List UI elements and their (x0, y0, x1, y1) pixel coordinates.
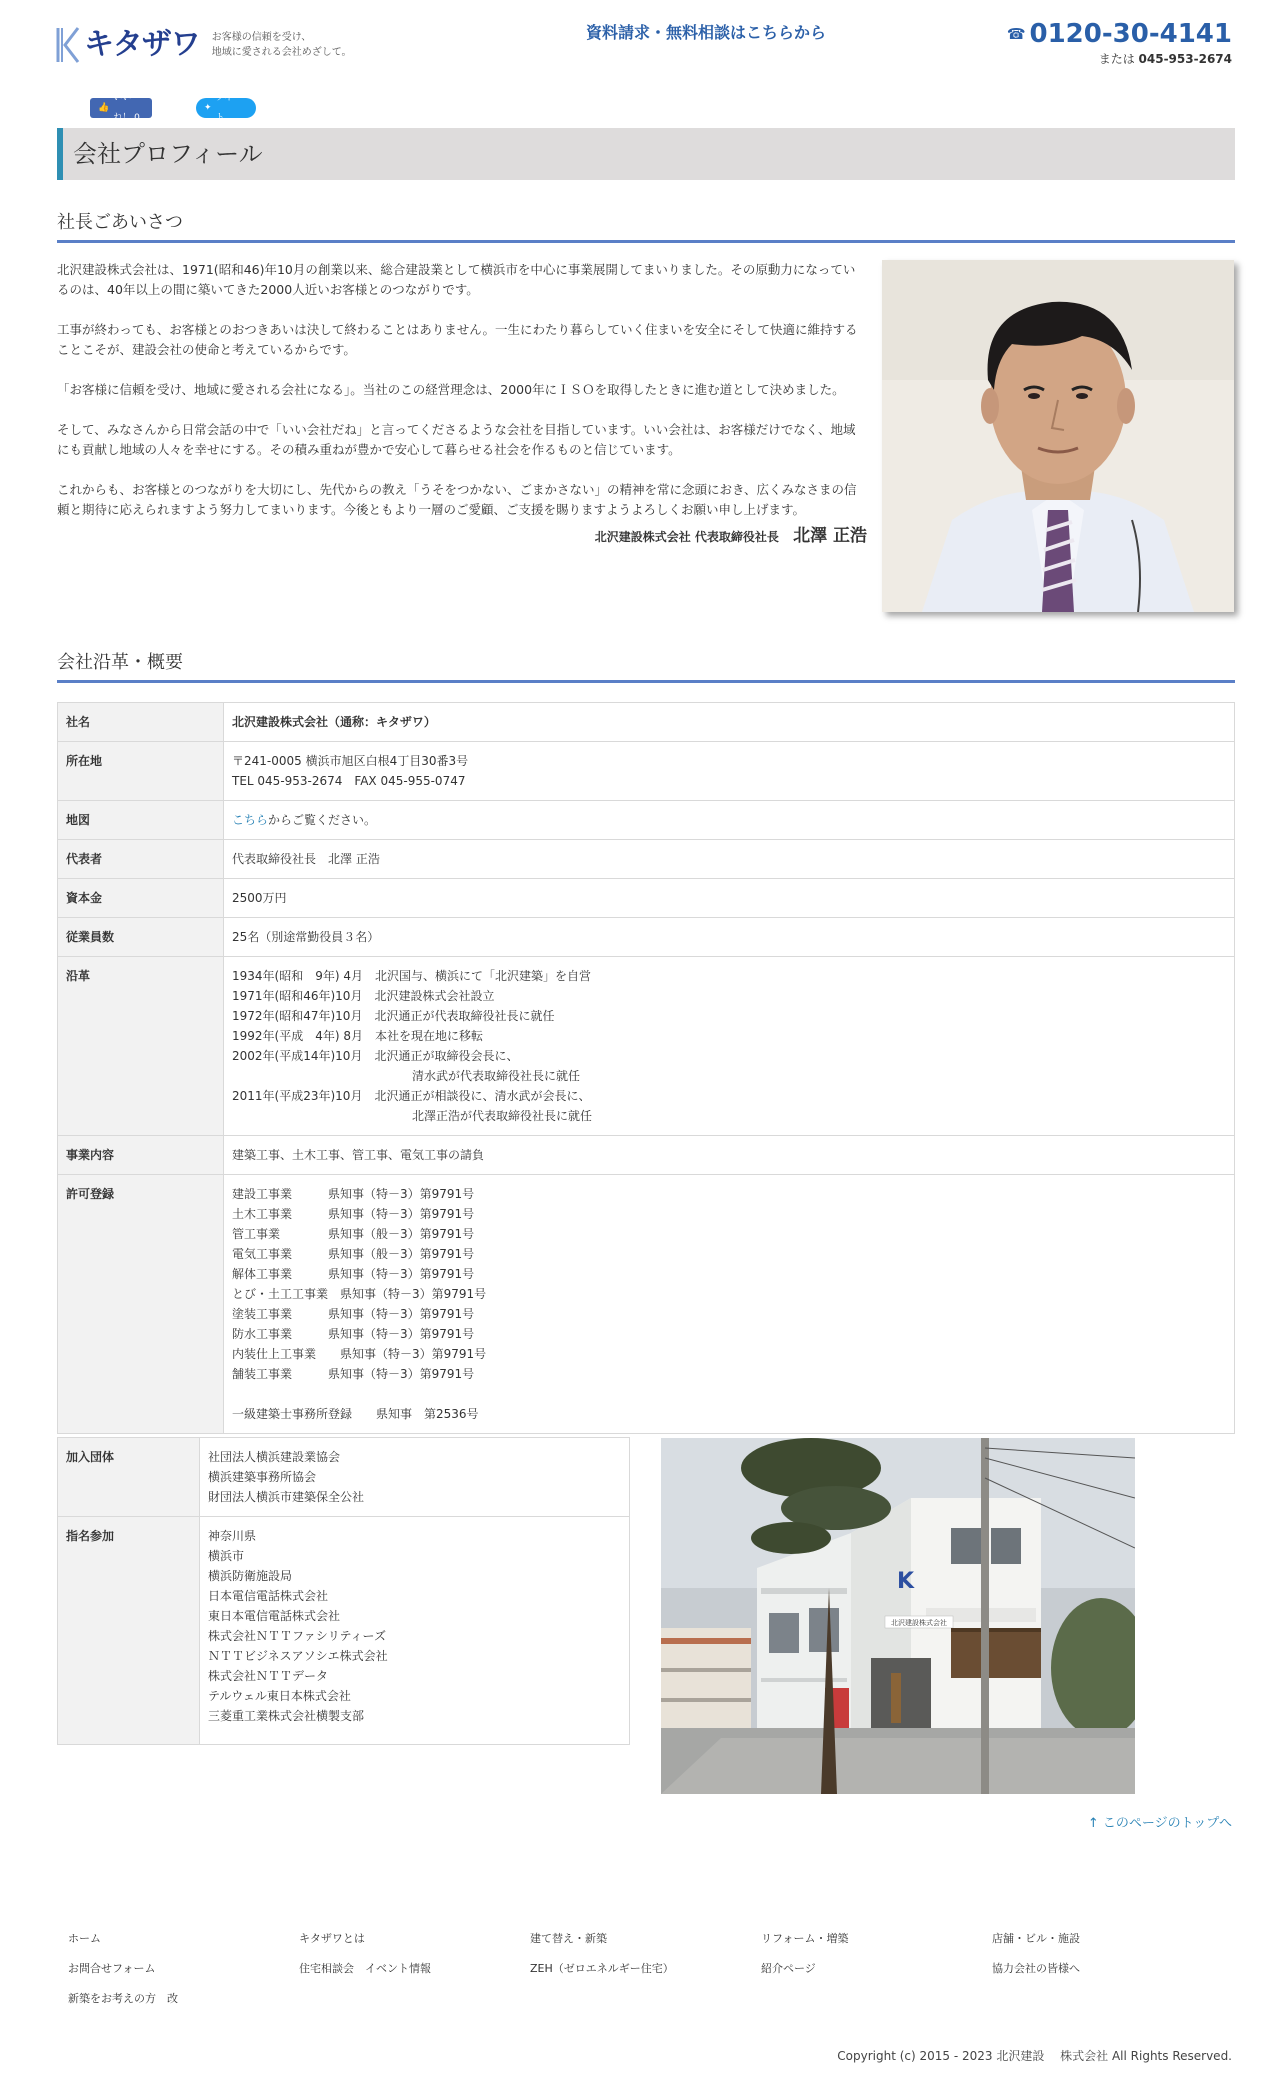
back-to-top-link[interactable]: ↑ このページのトップへ (1087, 1816, 1232, 1831)
twitter-tweet-label: ツイート (215, 93, 243, 123)
phone-icon: ☎ (1006, 25, 1026, 43)
copyright: Copyright (c) 2015 - 2023 北沢建設 株式会社 All Rights Reserved. (837, 2049, 1232, 2063)
list-item: ＮＴＴビジネスアソシエ株式会社 (208, 1649, 388, 1663)
tagline-line-2: 地域に愛される会社めざして。 (211, 47, 352, 58)
footer-link-about[interactable]: キタザワとは (299, 1932, 365, 1945)
history-item: 北澤正浩が代表取締役社長に就任 (232, 1109, 593, 1123)
list-item: 社団法人横浜建設業協会 (208, 1450, 341, 1464)
history-item: 2002年(平成14年)10月 北沢通正が取締役会長に、 (232, 1049, 519, 1063)
site-header (0, 0, 1284, 90)
table-row (58, 918, 1235, 957)
footer-link-newbuild[interactable]: 新築をお考えの方 改 (68, 1992, 178, 2005)
overview-heading: 会社沿革・概要 (57, 648, 1235, 683)
permit-spacer (232, 1384, 1226, 1404)
footer-link-events[interactable]: 住宅相談会 イベント情報 (299, 1962, 431, 1975)
thumbs-up-icon: 👍 (98, 103, 110, 113)
signature-title: 北沢建設株式会社 代表取締役社長 (594, 530, 779, 544)
social-buttons (90, 93, 256, 123)
table-row (58, 703, 1235, 742)
list-item: 三菱重工業株式会社横製支部 (208, 1709, 365, 1723)
row-label: 資本金 (58, 879, 224, 918)
capital: 2500万円 (224, 879, 1235, 918)
request-info-link[interactable]: 資料請求・無料相談はこちらから (586, 23, 827, 42)
employees: 25名（別途常勤役員３名） (224, 918, 1235, 957)
row-label: 指名参加 (58, 1517, 200, 1745)
alt-phone-prefix: または (1098, 52, 1135, 66)
footer-link-zeh[interactable]: ZEH（ゼロエネルギー住宅） (530, 1962, 674, 1975)
address-line: 〒241-0005 横浜市旭区白根4丁目30番3号 (232, 754, 469, 768)
map-cell (224, 801, 1235, 840)
footer-link-contact[interactable]: お問合せフォーム (68, 1962, 156, 1975)
president-portrait (882, 260, 1234, 612)
alt-phone (1007, 50, 1232, 67)
greeting-paragraph: 北沢建設株式会社は、1971(昭和46)年10月の創業以来、総合建設業として横浜市を中心に事業展開してまいりました。その原動力になっているのは、40年以上の間に築いてきた2000人近いお客様とのつながりです。 (57, 262, 856, 297)
history-item: 2011年(平成23年)10月 北沢通正が相談役に、清水武が会長に、 (232, 1089, 591, 1103)
row-label: 加入団体 (58, 1438, 200, 1517)
footer-link-referral[interactable]: 紹介ページ (761, 1962, 816, 1975)
svg-text:K: K (897, 1569, 915, 1594)
company-name: 北沢建設株式会社（通称：キタザワ） (224, 703, 1235, 742)
greeting-paragraph: そして、みなさんから日常会話の中で「いい会社だね」と言ってくださるような会社を目指しています。いい会社は、お客様だけでなく、地域にも貢献し地域の人々を幸せにする。その積み重ねが豊かで安心して暮らせる社会を作るものと信じています。 (57, 422, 856, 457)
permit-item: 土木工事業 県知事（特－3）第9791号 (232, 1207, 475, 1221)
page-title: 会社プロフィール (73, 140, 263, 168)
greeting-paragraph: 工事が終わっても、お客様とのおつきあいは決して終わることはありません。一生にわたり暮らしていく住まいを安全にそして快適に維持することこそが、建設会社の使命と考えているからです。 (57, 322, 858, 357)
permit-item: とび・土工工事業 県知事（特－3）第9791号 (232, 1287, 487, 1301)
permits-list (224, 1175, 1235, 1434)
office-building-photo (661, 1438, 1135, 1794)
permit-item: 舗装工事業 県知事（特－3）第9791号 (232, 1367, 475, 1381)
history-item: 1934年(昭和 9年) 4月 北沢国与、横浜にて「北沢建築」を自営 (232, 969, 591, 983)
permit-item: 塗装工事業 県知事（特－3）第9791号 (232, 1307, 475, 1321)
building-sign: 北沢建設株式会社 (891, 1619, 947, 1627)
table-row (58, 840, 1235, 879)
row-label: 地図 (58, 801, 224, 840)
table-row (58, 801, 1235, 840)
map-suffix: からご覧ください。 (268, 813, 377, 827)
footer-link-reform[interactable]: リフォーム・増築 (761, 1932, 849, 1945)
tagline-line-1: お客様の信頼を受け、 (211, 32, 312, 43)
footer-link-store[interactable]: 店舗・ビル・施設 (992, 1932, 1080, 1945)
table-row (58, 1175, 1235, 1434)
table-row (58, 742, 1235, 801)
row-label: 沿革 (58, 957, 224, 1136)
row-label: 従業員数 (58, 918, 224, 957)
phone-contact (1007, 18, 1232, 67)
permit-item: 解体工事業 県知事（特－3）第9791号 (232, 1267, 475, 1281)
row-label: 社名 (58, 703, 224, 742)
logo-text: キタザワ (84, 27, 200, 62)
history-item: 1992年(平成 4年) 8月 本社を現在地に移転 (232, 1029, 483, 1043)
footer-link-partners[interactable]: 協力会社の皆様へ (992, 1962, 1080, 1975)
table-row (58, 879, 1235, 918)
row-label: 代表者 (58, 840, 224, 879)
list-item: 横浜建築事務所協会 (208, 1470, 317, 1484)
table-row (58, 1438, 630, 1517)
logo-tagline (212, 30, 352, 60)
permit-item: 建設工事業 県知事（特－3）第9791号 (232, 1187, 475, 1201)
row-label: 事業内容 (58, 1136, 224, 1175)
footer-link-home[interactable]: ホーム (68, 1932, 101, 1945)
company-overview-table (57, 702, 1235, 1434)
list-item: 財団法人横浜市建築保全公社 (208, 1490, 365, 1504)
list-item: 株式会社ＮＴＴファシリティーズ (208, 1629, 386, 1643)
table-row (58, 1136, 1235, 1175)
company-address (224, 742, 1235, 801)
associations-table (57, 1437, 630, 1745)
table-row (58, 1517, 630, 1745)
tel-fax-line: TEL 045-953-2674 FAX 045-955-0747 (232, 774, 466, 788)
president-signature (57, 526, 867, 547)
free-dial-number: 0120-30-4141 (1029, 19, 1232, 49)
site-logo[interactable] (56, 26, 352, 64)
twitter-tweet-button[interactable] (196, 93, 256, 123)
greeting-paragraph: これからも、お客様とのつながりを大切にし、先代からの教え「うそをつかない、ごまかさない」の精神を常に念頭におき、広くみなさまの信頼と期待に応えられますよう努力してまいります。今後ともより一層のご愛顧、ご支援を賜りますようよろしくお願い申し上げます。 (57, 482, 857, 517)
list-item: 東日本電信電話株式会社 (208, 1609, 341, 1623)
greeting-text (57, 260, 867, 547)
alt-phone-number: 045-953-2674 (1138, 52, 1232, 66)
free-dial[interactable] (1007, 18, 1232, 50)
greeting-heading: 社長ごあいさつ (57, 208, 1235, 243)
permit-item: 防水工事業 県知事（特－3）第9791号 (232, 1327, 475, 1341)
permit-item: 内装仕上工事業 県知事（特－3）第9791号 (232, 1347, 487, 1361)
greeting-paragraph: 「お客様に信頼を受け、地域に愛される会社になる」。当社のこの経営理念は、2000年にＩＳＯを取得したときに進む道として決めました。 (57, 382, 845, 397)
logo-k-mark-icon (56, 26, 80, 64)
footer-nav (68, 1932, 1228, 2005)
history-item: 1972年(昭和47年)10月 北沢通正が代表取締役社長に就任 (232, 1009, 555, 1023)
list-item: テルウェル東日本株式会社 (208, 1689, 351, 1703)
list-item: 横浜市 (208, 1549, 245, 1563)
permit-item: 管工事業 県知事（般－3）第9791号 (232, 1227, 475, 1241)
list-item: 株式会社ＮＴＴデータ (208, 1669, 329, 1683)
facebook-like-button[interactable] (90, 93, 152, 123)
row-label: 許可登録 (58, 1175, 224, 1434)
member-list (200, 1438, 630, 1517)
facebook-like-label: いいね！ 0 (113, 93, 140, 123)
footer-link-rebuild[interactable]: 建て替え・新築 (530, 1932, 607, 1945)
signature-name: 北澤 正浩 (793, 526, 867, 546)
designated-list (200, 1517, 630, 1745)
history-item: 1971年(昭和46年)10月 北沢建設株式会社設立 (232, 989, 495, 1003)
list-item: 神奈川県 (208, 1529, 257, 1543)
history-item: 清水武が代表取締役社長に就任 (232, 1069, 581, 1083)
representative: 代表取締役社長 北澤 正浩 (224, 840, 1235, 879)
map-link[interactable]: こちら (232, 813, 269, 827)
table-row (58, 957, 1235, 1136)
history-list (224, 957, 1235, 1136)
row-label: 所在地 (58, 742, 224, 801)
list-item: 日本電信電話株式会社 (208, 1589, 329, 1603)
permit-item: 電気工事業 県知事（般－3）第9791号 (232, 1247, 475, 1261)
business-content: 建築工事、土木工事、管工事、電気工事の請負 (224, 1136, 1235, 1175)
permit-item: 一級建築士事務所登録 県知事 第2536号 (232, 1407, 479, 1421)
twitter-bird-icon: ✦ (204, 103, 212, 113)
list-item: 横浜防衛施設局 (208, 1569, 293, 1583)
page-title-bar (57, 128, 1235, 180)
